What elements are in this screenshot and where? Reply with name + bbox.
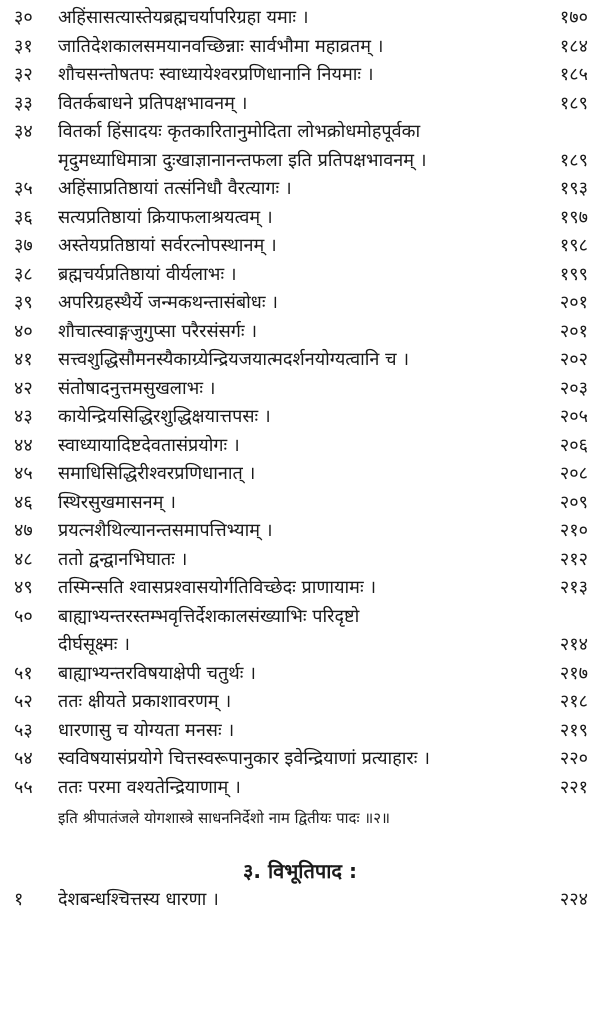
sutra-text: बाह्याभ्यन्तरविषयाक्षेपी चतुर्थः । [58,662,256,684]
sutra-row [0,232,600,261]
page-number: २०३ [559,377,588,399]
sutra-row [0,90,600,119]
sutra-text: धारणासु च योग्यता मनसः । [58,719,235,741]
page-number: २०८ [559,463,588,484]
sutra-text: ततः परमा वश्यतेन्द्रियाणाम् । [58,776,241,798]
sutra-row [0,460,600,489]
sutra-number: ५५ [14,776,33,798]
page-number: २१३ [559,577,588,598]
sutra-index-page [0,4,600,915]
page-number: २०२ [559,349,588,370]
sutra-number: ४८ [14,548,33,570]
sutra-row [0,33,600,62]
sutra-text: अपरिग्रहस्थैर्ये जन्मकथन्तासंबोधः । [58,292,279,313]
page-number: १९९ [559,263,588,285]
page-number: २०६ [559,434,588,456]
sutra-number: ३२ [14,64,33,85]
sutra-text: सत्यप्रतिष्ठायां क्रियाफलाश्रयत्वम् । [58,206,273,228]
sutra-number: ३३ [14,92,33,114]
page-number: १८९ [559,92,588,114]
sutra-row [0,4,600,33]
sutra-row [0,489,600,518]
sutra-number: ४७ [14,520,33,541]
sutra-text: वितर्कबाधने प्रतिपक्षभावनम् । [58,92,248,114]
sutra-number: ५० [14,605,33,627]
sutra-number: ५२ [14,691,33,712]
sutra-row [0,717,600,746]
sutra-row [0,574,600,603]
sutra-row [0,118,600,175]
sutra-text: जातिदेशकालसमयानवच्छिन्नाः सार्वभौमा महाव्रतम् । [58,35,384,57]
page-number: २०५ [559,406,588,427]
sutra-row [0,745,600,774]
sutra-row [0,375,600,404]
sutra-text: ततः क्षीयते प्रकाशावरणम् । [58,691,232,712]
sutra-list [0,4,600,802]
page-number: २०९ [559,491,588,513]
sutra-text: स्वाध्यायादिष्टदेवतासंप्रयोगः । [58,434,240,456]
sutra-text: ब्रह्मचर्यप्रतिष्ठायां वीर्यलाभः । [58,263,237,285]
sutra-number: ४२ [14,377,33,399]
page-number: १८५ [559,64,588,85]
sutra-row [0,688,600,717]
page-number: २०१ [559,320,588,342]
page-number: १९८ [559,235,588,256]
page-number: २१० [559,520,588,541]
sutra-text: स्थिरसुखमासनम् । [58,491,176,513]
sutra-text: प्रयत्नशैथिल्यानन्तसमापत्तिभ्याम् । [58,520,273,541]
page-number: २१२ [559,548,588,570]
sutra-number: ५१ [14,662,33,684]
sutra-row [0,318,600,347]
sutra-row [0,346,600,375]
sutra-row [0,432,600,461]
page-number: २१७ [559,662,588,684]
page-number: १९७ [559,206,588,228]
sutra-row [0,61,600,90]
sutra-number: ४४ [14,434,33,456]
sutra-number: ३५ [14,178,33,199]
sutra-number: ५४ [14,748,33,769]
page-number: १९३ [559,178,588,199]
sutra-row [0,886,600,915]
sutra-row [0,175,600,204]
sutra-text: वितर्का हिंसादयः कृतकारितानुमोदिता लोभक्रोधमोहपूर्वका मृदुमध्याधिमात्रा दुःखाज्ञानानन्तफला इति प्रतिपक्षभावनम् । [58,121,427,171]
sutra-text: सत्त्वशुद्धिसौमनस्यैकाग्र्येन्द्रियजयात्मदर्शनयोग्यत्वानि च । [58,349,410,370]
sutra-number: ३४ [14,121,33,142]
page-number: २१८ [559,691,588,712]
sutra-text: शौचसन्तोषतपः स्वाध्यायेश्वरप्रणिधानानि नियमाः । [58,64,374,85]
page-number: २२१ [559,776,588,798]
sutra-row [0,774,600,803]
page-number: २२० [559,748,588,769]
sutra-number: ४९ [14,577,33,598]
sutra-text: अहिंसासत्यास्तेयब्रह्मचर्यापरिग्रहा यमाः । [58,7,309,28]
sutra-text: अस्तेयप्रतिष्ठायां सर्वरत्नोपस्थानम् । [58,235,277,256]
chapter-colophon: इति श्रीपातंजले योगशास्त्रे साधननिर्देशो नाम द्वितीयः पादः ॥२॥ [58,809,391,827]
sutra-row [0,603,600,660]
section-sutra-list [0,886,600,915]
sutra-row [0,204,600,233]
sutra-text: अहिंसाप्रतिष्ठायां तत्संनिधौ वैरत्यागः । [58,178,292,199]
sutra-text: कायेन्द्रियसिद्धिरशुद्धिक्षयात्तपसः । [58,406,271,427]
sutra-number: ३६ [14,206,33,228]
page-number: २०१ [559,292,588,313]
sutra-number: ४५ [14,463,33,484]
sutra-number: ५३ [14,719,33,741]
sutra-text: बाह्याभ्यन्तरस्तम्भवृत्तिर्देशकालसंख्याभिः परिदृष्टो दीर्घसूक्ष्मः । [58,605,360,655]
page-number: १८९ [559,149,588,171]
sutra-row [0,289,600,318]
sutra-number: ३० [14,7,33,28]
sutra-number: ४६ [14,491,33,513]
sutra-number: ३९ [14,292,33,313]
section-heading: ३. विभूतिपाद : [242,859,358,883]
sutra-row [0,403,600,432]
sutra-number: ४० [14,320,33,342]
sutra-number: ३८ [14,263,33,285]
sutra-number: ३७ [14,235,33,256]
sutra-text: देशबन्धश्चित्तस्य धारणा । [58,889,219,910]
sutra-text: तस्मिन्सति श्वासप्रश्वासयोर्गतिविच्छेदः प्राणायामः । [58,577,377,598]
sutra-text: शौचात्स्वाङ्गजुगुप्सा परैरसंसर्गः । [58,320,258,342]
page-number: १८४ [559,35,588,57]
sutra-number: ४१ [14,349,33,370]
sutra-number: १ [14,889,24,910]
sutra-number: ४३ [14,406,33,427]
sutra-text: ततो द्वन्द्वानभिघातः । [58,548,188,570]
sutra-row [0,546,600,575]
sutra-text: स्वविषयासंप्रयोगे चित्तस्वरूपानुकार इवेन्द्रियाणां प्रत्याहारः । [58,748,430,769]
page-number: २१९ [559,719,588,741]
sutra-text: समाधिसिद्धिरीश्वरप्रणिधानात् । [58,463,256,484]
page-number: १७० [559,7,588,28]
page-number: २१४ [559,634,588,655]
sutra-text: संतोषादनुत्तमसुखलाभः । [58,377,216,399]
sutra-row [0,261,600,290]
sutra-row [0,660,600,689]
page-number: २२४ [559,889,588,910]
sutra-row [0,517,600,546]
sutra-number: ३१ [14,35,33,57]
